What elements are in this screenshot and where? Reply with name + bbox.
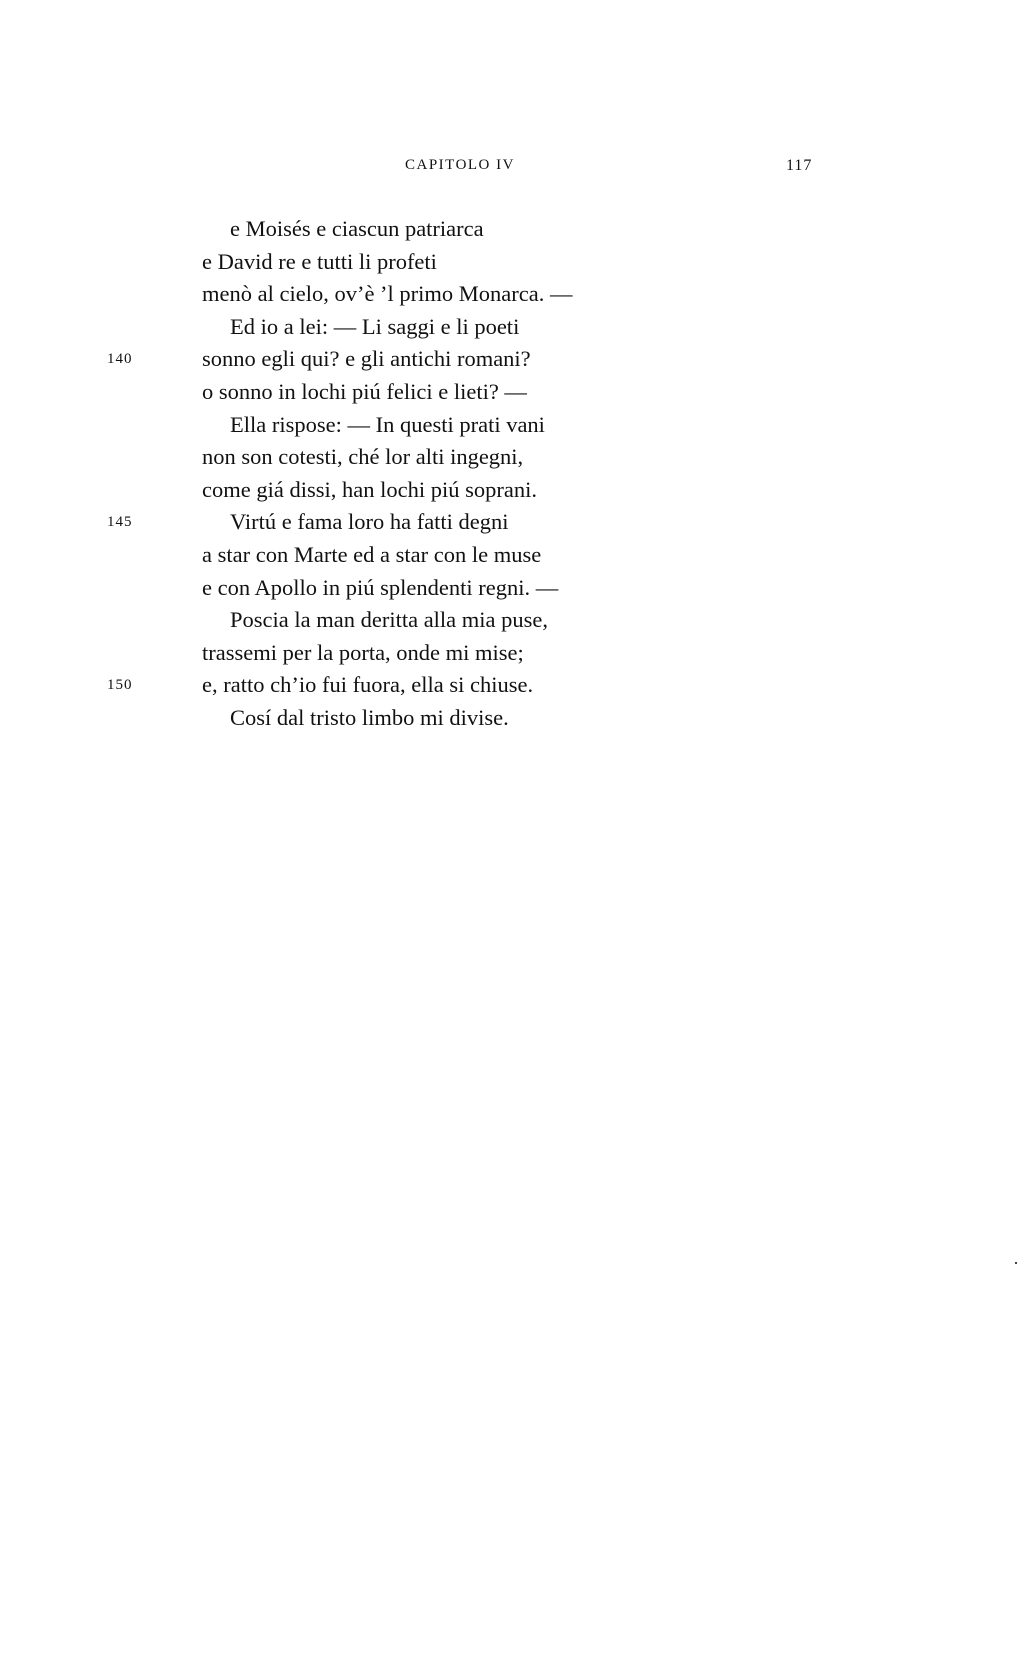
verse-line: [0, 311, 1028, 344]
verse-line: [0, 343, 1028, 376]
verse-block: [0, 213, 1028, 735]
verse-text: Virtú e fama loro ha fatti degni: [230, 509, 509, 535]
verse-text: sonno egli qui? e gli antichi romani?: [202, 346, 531, 372]
verse-text: Poscia la man deritta alla mia puse,: [230, 607, 549, 633]
verse-text: e Moisés e ciascun patriarca: [230, 216, 484, 241]
verse-line: [0, 637, 1028, 670]
line-number: 140: [107, 351, 133, 368]
verse-line: [0, 702, 1028, 735]
verse-line: [0, 604, 1028, 637]
line-number: 145: [107, 514, 133, 531]
verse-line: [0, 539, 1028, 572]
verse-line: [0, 572, 1028, 605]
verse-line: [0, 441, 1028, 474]
verse-line: [0, 213, 1028, 246]
verse-line: [0, 376, 1028, 409]
chapter-title: CAPITOLO IV: [405, 157, 515, 173]
verse-line: [0, 474, 1028, 507]
verse-text: menò al cielo, ov’è ’l primo Monarca. —: [202, 281, 573, 307]
running-head: [0, 157, 1028, 181]
page-number: 117: [786, 157, 813, 174]
verse-text: come giá dissi, han lochi piú soprani.: [202, 476, 537, 502]
verse-line: [0, 669, 1028, 702]
verse-line: [0, 506, 1028, 539]
verse-text: Ella rispose: — In questi prati vani: [230, 411, 545, 437]
verse-text: e, ratto ch’io fui fuora, ella si chiuse.: [202, 672, 534, 698]
verse-text: e David re e tutti li profeti: [202, 248, 437, 274]
scan-speck: [1015, 1262, 1017, 1264]
line-number: 150: [107, 677, 133, 694]
verse-line: [0, 246, 1028, 279]
verse-text: Ed io a lei: — Li saggi e li poeti: [230, 313, 520, 339]
verse-text: trassemi per la porta, onde mi mise;: [202, 639, 524, 665]
verse-text: o sonno in lochi piú felici e lieti? —: [202, 378, 527, 404]
verse-line: [0, 409, 1028, 442]
verse-text: non son cotesti, ché lor alti ingegni,: [202, 444, 524, 470]
verse-text: a star con Marte ed a star con le muse: [202, 541, 542, 567]
verse-text: Cosí dal tristo limbo mi divise.: [230, 704, 509, 730]
verse-text: e con Apollo in piú splendenti regni. —: [202, 574, 559, 600]
verse-line: [0, 278, 1028, 311]
